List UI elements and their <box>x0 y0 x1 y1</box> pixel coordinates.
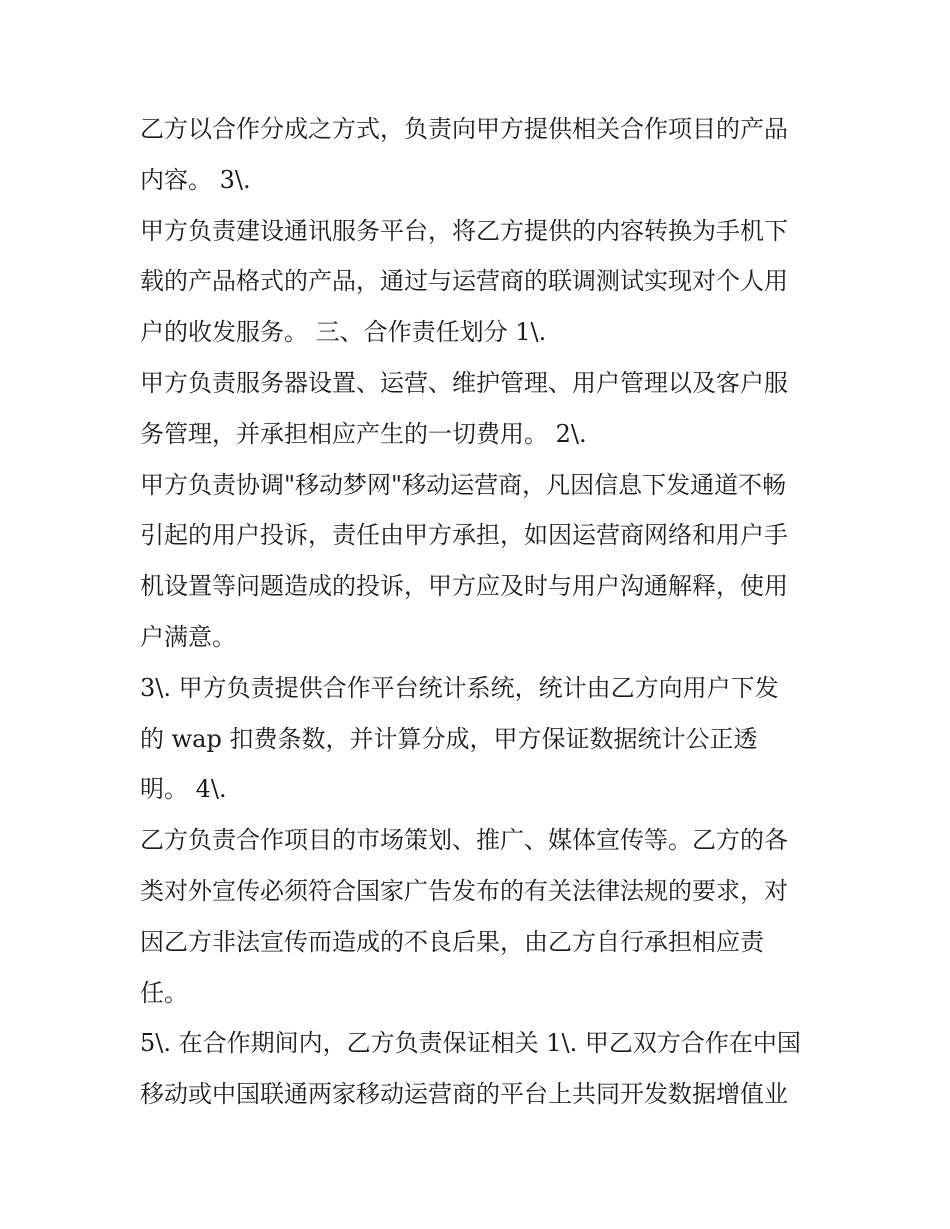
text-line: 甲方负责服务器设置、运营、维护管理、用户管理以及客户服 <box>140 368 788 397</box>
document-body <box>140 104 820 1120</box>
text-line: 3\. 甲方负责提供合作平台统计系统，统计由乙方向用户下发 <box>140 673 779 702</box>
text-line: 引起的用户投诉，责任由甲方承担，如因运营商网络和用户手 <box>140 521 788 550</box>
text-line: 载的产品格式的产品，通过与运营商的联调测试实现对个人用 <box>140 267 788 296</box>
text-line: 户的收发服务。 三、合作责任划分 1\. <box>140 318 547 347</box>
text-line: 机设置等问题造成的投诉，甲方应及时与用户沟通解释，使用 <box>140 572 788 601</box>
text-line: 乙方以合作分成之方式，负责向甲方提供相关合作项目的产品 <box>140 115 788 143</box>
text-line: 乙方负责合作项目的市场策划、推广、媒体宣传等。乙方的各 <box>140 826 788 855</box>
text-line: 的 wap 扣费条数，并计算分成，甲方保证数据统计公正透 <box>140 724 758 753</box>
text-line: 明。 4\. <box>140 775 227 804</box>
text-line: 类对外宣传必须符合国家广告发布的有关法律法规的要求，对 <box>140 876 788 905</box>
text-line: 任。 <box>140 978 188 1007</box>
text-line: 内容。 3\. <box>140 165 251 194</box>
text-line: 甲方负责建设通讯服务平台，将乙方提供的内容转换为手机下 <box>140 216 788 245</box>
text-line: 务管理，并承担相应产生的一切费用。 2\. <box>140 419 587 448</box>
text-line: 5\. 在合作期间内，乙方负责保证相关 1\. 甲乙双方合作在中国 <box>140 1029 801 1058</box>
text-line: 户满意。 <box>140 622 236 651</box>
text-line: 甲方负责协调"移动梦网"移动运营商，凡因信息下发通道不畅 <box>140 470 787 499</box>
text-line: 移动或中国联通两家移动运营商的平台上共同开发数据增值业 <box>140 1080 788 1109</box>
text-line: 因乙方非法宣传而造成的不良后果，由乙方自行承担相应责 <box>140 927 764 956</box>
